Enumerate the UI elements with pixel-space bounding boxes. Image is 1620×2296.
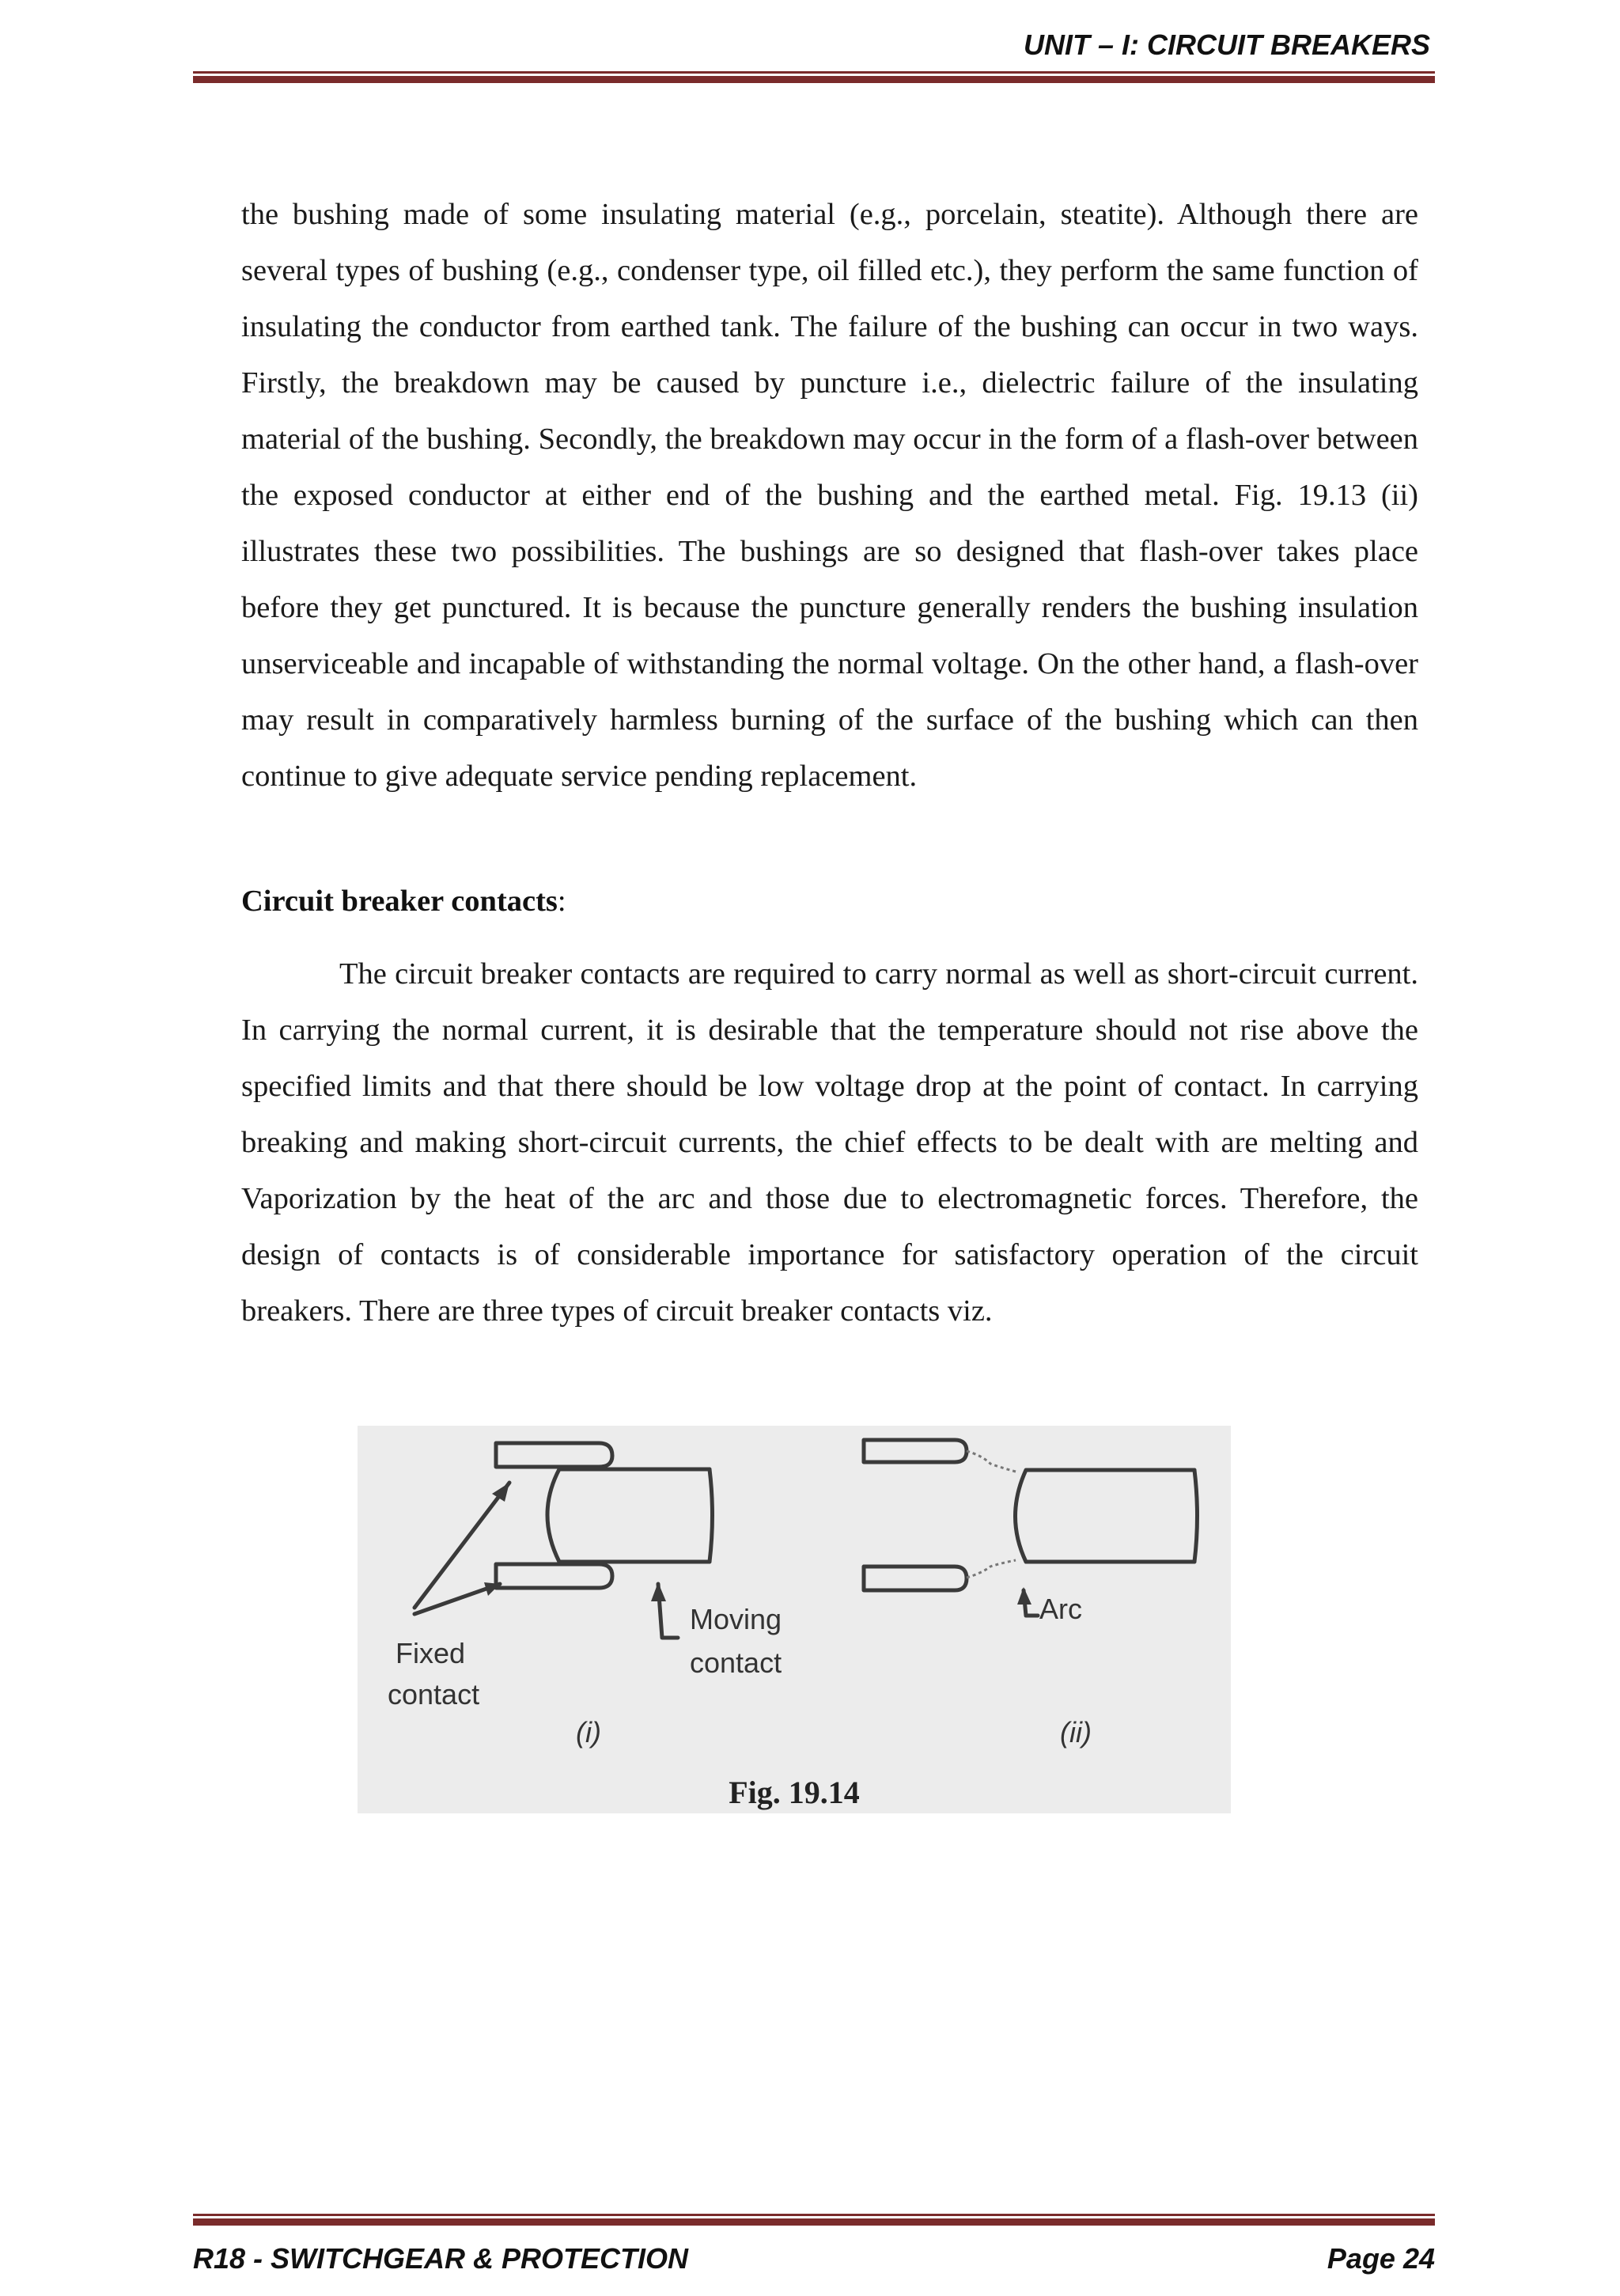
paragraph-contacts: The circuit breaker contacts are required to carry normal as well as short-circuit current. In carrying the normal current, it is desirable that the temperature should not rise above the specified limits and that there should be low voltage drop at the point of contact. In carrying breaking and making short-circuit currents, the chief effects to be dealt with are melting and Vaporization by the heat of the arc and those due to electromagnetic forces. Therefore, the design of contacts is of considerable importance for satisfactory operation of the circuit breakers. There are three types of circuit breaker contacts viz. [241, 957, 1418, 1328]
moving-contact-end-ii [1194, 1470, 1198, 1562]
footer-course: R18 - SWITCHGEAR & PROTECTION [193, 2242, 689, 2275]
moving-contact-ii [1016, 1470, 1195, 1562]
section-heading-text: Circuit breaker contacts [241, 885, 558, 918]
arrowhead-fixed-top [492, 1483, 509, 1502]
fixed-contact-top-ii [864, 1440, 967, 1462]
moving-contact-end-i [710, 1469, 713, 1562]
paragraph-bushing: the bushing made of some insulating material (e.g., porcelain, steatite). Although there are several types of bushing (e.g., condenser type, oil filled etc.), they perform the same function of insulating the conductor from earthed tank. The failure of the bushing can occur in two ways. Firstly, the breakdown may be caused by puncture i.e., dielectric failure of the insulating material of the bushing. Secondly, the breakdown may occur in the form of a flash-over between the exposed conductor at either end of the bushing and the earthed metal. Fig. 19.13 (ii) illustrates these two possibilities. The bushings are so designed that flash-over takes place before they get punctured. It is because the puncture generally renders the bushing insulation unserviceable and incapable of withstanding the normal voltage. On the other hand, a flash-over may result in comparatively harmless burning of the surface of the bushing which can then continue to give adequate service pending replacement. [241, 198, 1418, 793]
arrowhead-arc [1017, 1587, 1031, 1605]
label-fixed-line1: Fixed [396, 1637, 466, 1669]
label-sub-i: (i) [576, 1716, 601, 1749]
fixed-contact-bottom-ii [864, 1567, 967, 1590]
moving-contact-i [547, 1469, 710, 1562]
contacts-diagram [358, 1426, 1231, 1813]
arc-squiggle-top [967, 1451, 1016, 1472]
label-sub-ii: (ii) [1060, 1716, 1092, 1749]
footer-rule [193, 2214, 1435, 2226]
figure-contacts [358, 1426, 1231, 1813]
header-title: UNIT – I: CIRCUIT BREAKERS [1023, 28, 1430, 61]
section-heading-colon: : [557, 885, 566, 918]
label-arc: Arc [1039, 1593, 1082, 1625]
figure-caption: Fig. 19.14 [729, 1775, 860, 1810]
footer-page-number: Page 24 [1327, 2242, 1435, 2275]
label-fixed-line2: contact [388, 1678, 480, 1711]
fixed-contact-bottom-i [496, 1564, 612, 1588]
fixed-contact-top-i [496, 1443, 612, 1467]
section-heading [241, 873, 566, 930]
arrowhead-moving [651, 1582, 666, 1601]
label-moving-line2: contact [690, 1646, 782, 1679]
label-moving-line1: Moving [690, 1603, 782, 1635]
arc-squiggle-bottom [967, 1560, 1016, 1578]
header-rule [193, 71, 1435, 83]
